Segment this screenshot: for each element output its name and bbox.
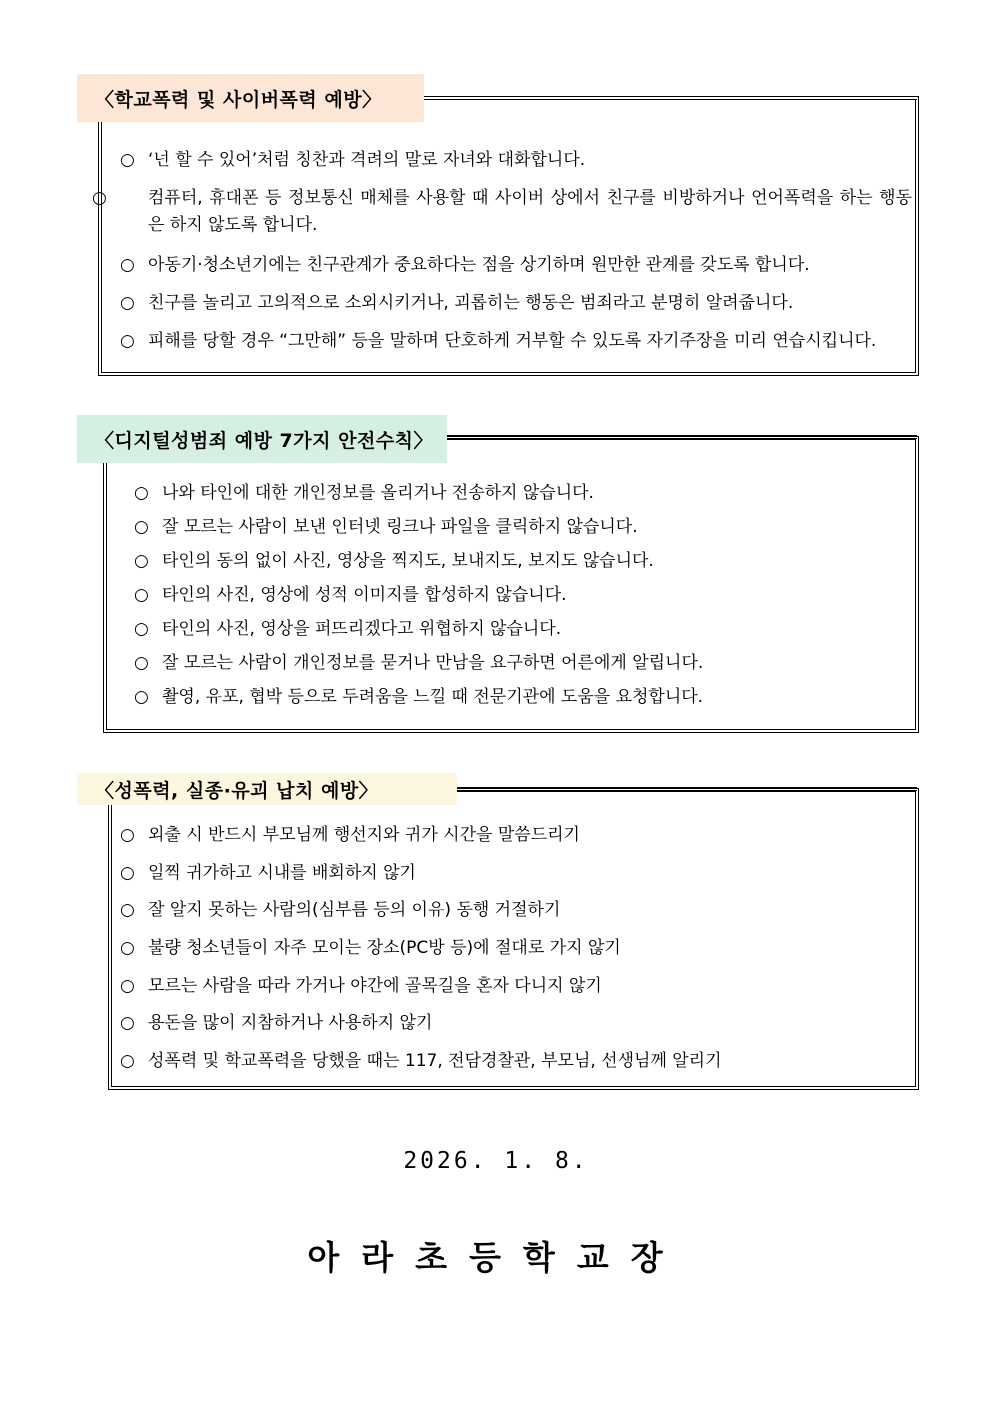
- circle-bullet-icon: ○: [134, 551, 149, 571]
- list-item: ○ 모르는 사람을 따라 가거나 야간에 골목길을 혼자 다니지 않기: [120, 973, 602, 1000]
- section-header: 〈디지털성범죄 예방 7가지 안전수칙〉: [77, 415, 447, 463]
- list-item: ○ 피해를 당할 경우 “그만해” 등을 말하며 단호하게 거부할 수 있도록 자기주장을 미리 연습시킵니다.: [120, 328, 876, 355]
- circle-bullet-icon: ○: [120, 331, 135, 351]
- list-item: ○ 촬영, 유포, 협박 등으로 두려움을 느낄 때 전문기관에 도움을 요청합니다.: [134, 684, 703, 711]
- section-header: 〈학교폭력 및 사이버폭력 예방〉: [77, 74, 424, 122]
- list-item: ○ 잘 모르는 사람이 개인정보를 묻거나 만남을 요구하면 어른에게 알립니다.: [134, 650, 703, 677]
- list-item: ○ 용돈을 많이 지참하거나 사용하지 않기: [120, 1010, 432, 1037]
- circle-bullet-icon: ○: [134, 517, 149, 537]
- document-date: 2026. 1. 8.: [403, 1148, 589, 1174]
- list-item: ○ 성폭력 및 학교폭력을 당했을 때는 117, 전담경찰관, 부모님, 선생님께 알리기: [120, 1048, 722, 1075]
- circle-bullet-icon: ○: [120, 293, 135, 313]
- signer-name: 아라초등학교장: [307, 1238, 685, 1277]
- circle-bullet-icon: ○: [120, 1013, 135, 1033]
- header-rule: [457, 787, 917, 791]
- list-item: ○ 타인의 사진, 영상을 퍼뜨리겠다고 위협하지 않습니다.: [134, 616, 561, 643]
- circle-bullet-icon: ○: [120, 938, 135, 958]
- list-item: ○ 외출 시 반드시 부모님께 행선지와 귀가 시간을 말씀드리기: [120, 822, 580, 849]
- section-header: 〈성폭력, 실종·유괴 납치 예방〉: [77, 773, 457, 805]
- list-item: ○ 타인의 동의 없이 사진, 영상을 찍지도, 보내지도, 보지도 않습니다.: [134, 548, 654, 575]
- circle-bullet-icon: ○: [120, 825, 135, 845]
- circle-bullet-icon: ○: [120, 255, 135, 275]
- circle-bullet-icon: ○: [134, 619, 149, 639]
- list-item: ○ 잘 알지 못하는 사람의(심부름 등의 이유) 동행 거절하기: [120, 897, 560, 924]
- list-item: ○ 타인의 사진, 영상에 성적 이미지를 합성하지 않습니다.: [134, 582, 567, 609]
- list-item: ○ 컴퓨터, 휴대폰 등 정보통신 매체를 사용할 때 사이버 상에서 친구를 비방하거나 언어폭력을 하는 행동은 하지 않도록 합니다.: [120, 185, 912, 239]
- list-item: ○ 잘 모르는 사람이 보낸 인터넷 링크나 파일을 클릭하지 않습니다.: [134, 514, 638, 541]
- circle-bullet-icon: ○: [120, 1051, 135, 1071]
- circle-bullet-icon: ○: [134, 653, 149, 673]
- circle-bullet-icon: ○: [134, 585, 149, 605]
- circle-bullet-icon: ○: [120, 863, 135, 883]
- circle-bullet-icon: ○: [120, 900, 135, 920]
- circle-bullet-icon: ○: [134, 687, 149, 707]
- header-rule: [447, 435, 917, 439]
- list-item: ○ 친구를 놀리고 고의적으로 소외시키거나, 괴롭히는 행동은 범죄라고 분명히 알려줍니다.: [120, 290, 793, 317]
- circle-bullet-icon: ○: [92, 188, 107, 208]
- list-item: ○ ‘넌 할 수 있어’처럼 칭찬과 격려의 말로 자녀와 대화합니다.: [120, 147, 585, 174]
- list-item: ○ 아동기·청소년기에는 친구관계가 중요하다는 점을 상기하며 원만한 관계를 갖도록 합니다.: [120, 252, 810, 279]
- header-rule: [424, 96, 917, 100]
- list-item: ○ 일찍 귀가하고 시내를 배회하지 않기: [120, 860, 416, 887]
- circle-bullet-icon: ○: [134, 483, 149, 503]
- list-item: ○ 나와 타인에 대한 개인정보를 올리거나 전송하지 않습니다.: [134, 480, 594, 507]
- list-item: ○ 불량 청소년들이 자주 모이는 장소(PC방 등)에 절대로 가지 않기: [120, 935, 621, 962]
- circle-bullet-icon: ○: [120, 150, 135, 170]
- circle-bullet-icon: ○: [120, 976, 135, 996]
